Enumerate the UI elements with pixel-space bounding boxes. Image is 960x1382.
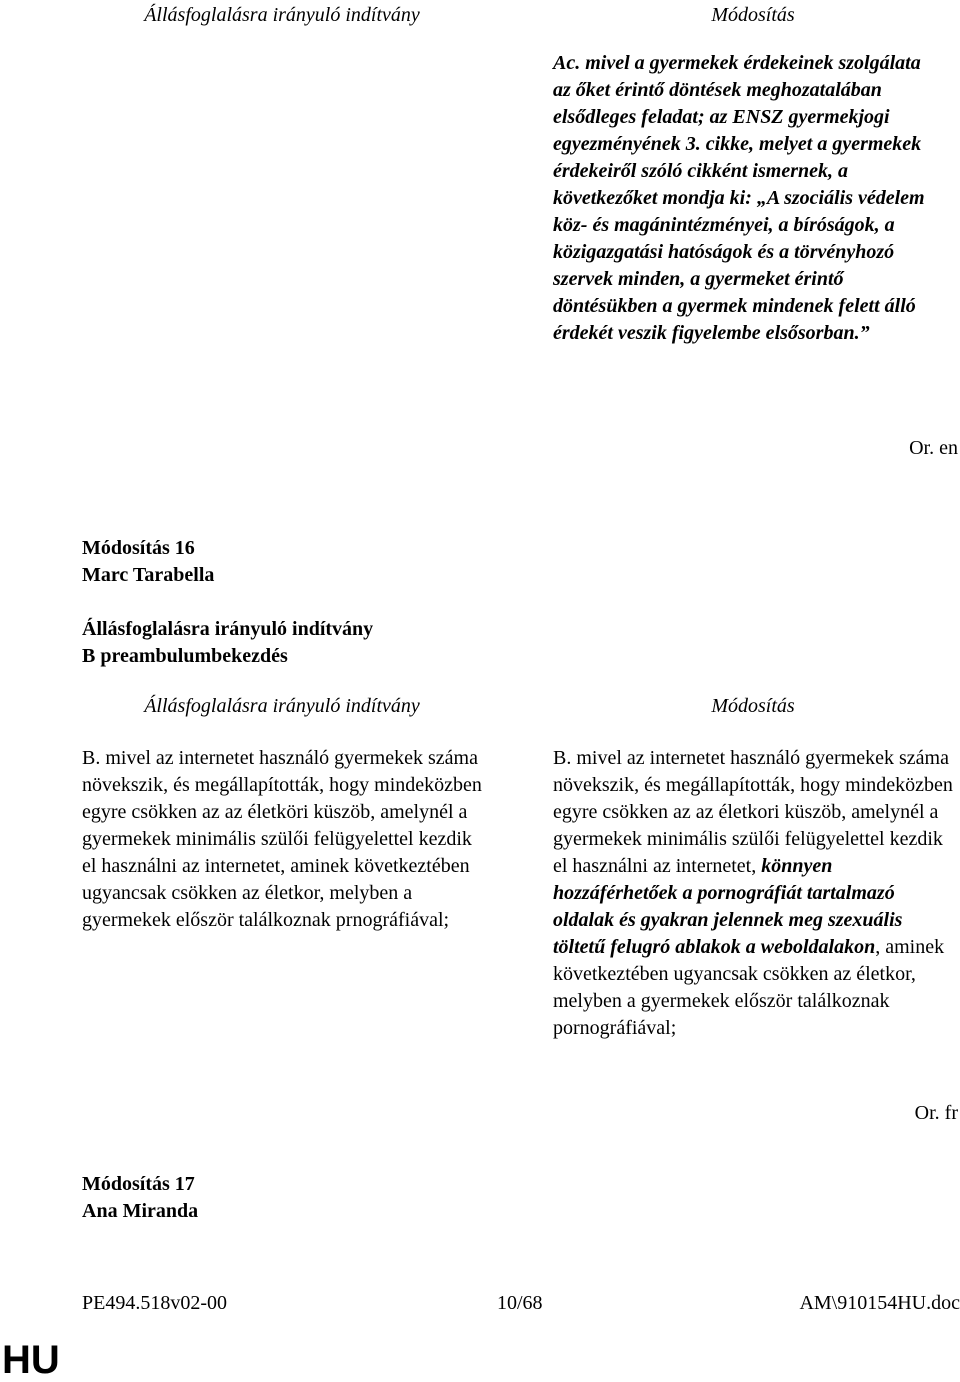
amendment-16-amended-text xyxy=(553,745,953,1042)
footer-language-code: HU xyxy=(2,1338,60,1382)
amendment-16-amended-part2: , aminek következtében ugyancsak csökken az életkor, melyben a gyermekek először találkoznak pornográfiával; xyxy=(553,936,945,1039)
amendment-16-left-header: Állásfoglalásra irányuló indítvány xyxy=(144,695,420,717)
original-language-en: Or. en xyxy=(909,437,958,459)
footer-page-number: 10/68 xyxy=(497,1292,543,1314)
amendment-16-right-header: Módosítás xyxy=(711,695,795,717)
amendment-16-number: Módosítás 16 xyxy=(82,537,195,559)
amendment-17-author: Ana Miranda xyxy=(82,1200,199,1222)
original-language-fr: Or. fr xyxy=(914,1102,958,1124)
right-column-header: Módosítás xyxy=(711,4,795,26)
amendment-16-original-text: B. mivel az internetet használó gyermekek száma növekszik, és megállapították, hogy mindeközben egyre csökken az az életköri küszöb, amelynél a gyermekek minimális szülői felügyelettel kezdik el használni az internetet, aminek következtében ugyancsak csökken az életkor, melyben a gyermekek először találkoznak prnográfiával; xyxy=(82,747,482,931)
amendment-16-amended-insertion: könnyen hozzáférhetőek a pornográfiát tartalmazó oldalak és gyakran jelennek meg szexuális töltetű felugró ablakok a weboldalakon xyxy=(553,855,903,958)
amendment-16-amended-part1: B. mivel az internetet használó gyermekek száma növekszik, és megállapították, hogy mindeközben egyre csökken az az életkori küszöb, amelynél a gyermekek minimális szülői felügyelettel kezdik el használni az internetet, xyxy=(553,747,953,877)
amendment-16-section: B preambulumbekezdés xyxy=(82,645,288,667)
footer-reference: PE494.518v02-00 xyxy=(82,1292,227,1314)
amendment-17-number: Módosítás 17 xyxy=(82,1173,195,1195)
amendment-16-author: Marc Tarabella xyxy=(82,564,215,586)
amendment-text-ac: Ac. mivel a gyermekek érdekeinek szolgálata az őket érintő döntések meghozatalában elsődleges feladat; az ENSZ gyermekjogi egyezményének 3. cikke, melyet a gyermekek érdekeiről szóló cikként ismernek, a következőket mondja ki: „A szociális védelem köz- és magánintézményei, a bíróságok, a közigazgatási hatóságok és a törvényhozó szervek minden, a gyermeket érintő döntésükben a gyermek mindenek felett álló érdekét veszik figyelembe elsősorban.” xyxy=(553,52,925,344)
footer-document-id: AM\910154HU.doc xyxy=(799,1292,960,1314)
amendment-16-doc: Állásfoglalásra irányuló indítvány xyxy=(82,618,374,640)
left-column-header: Állásfoglalásra irányuló indítvány xyxy=(144,4,420,26)
